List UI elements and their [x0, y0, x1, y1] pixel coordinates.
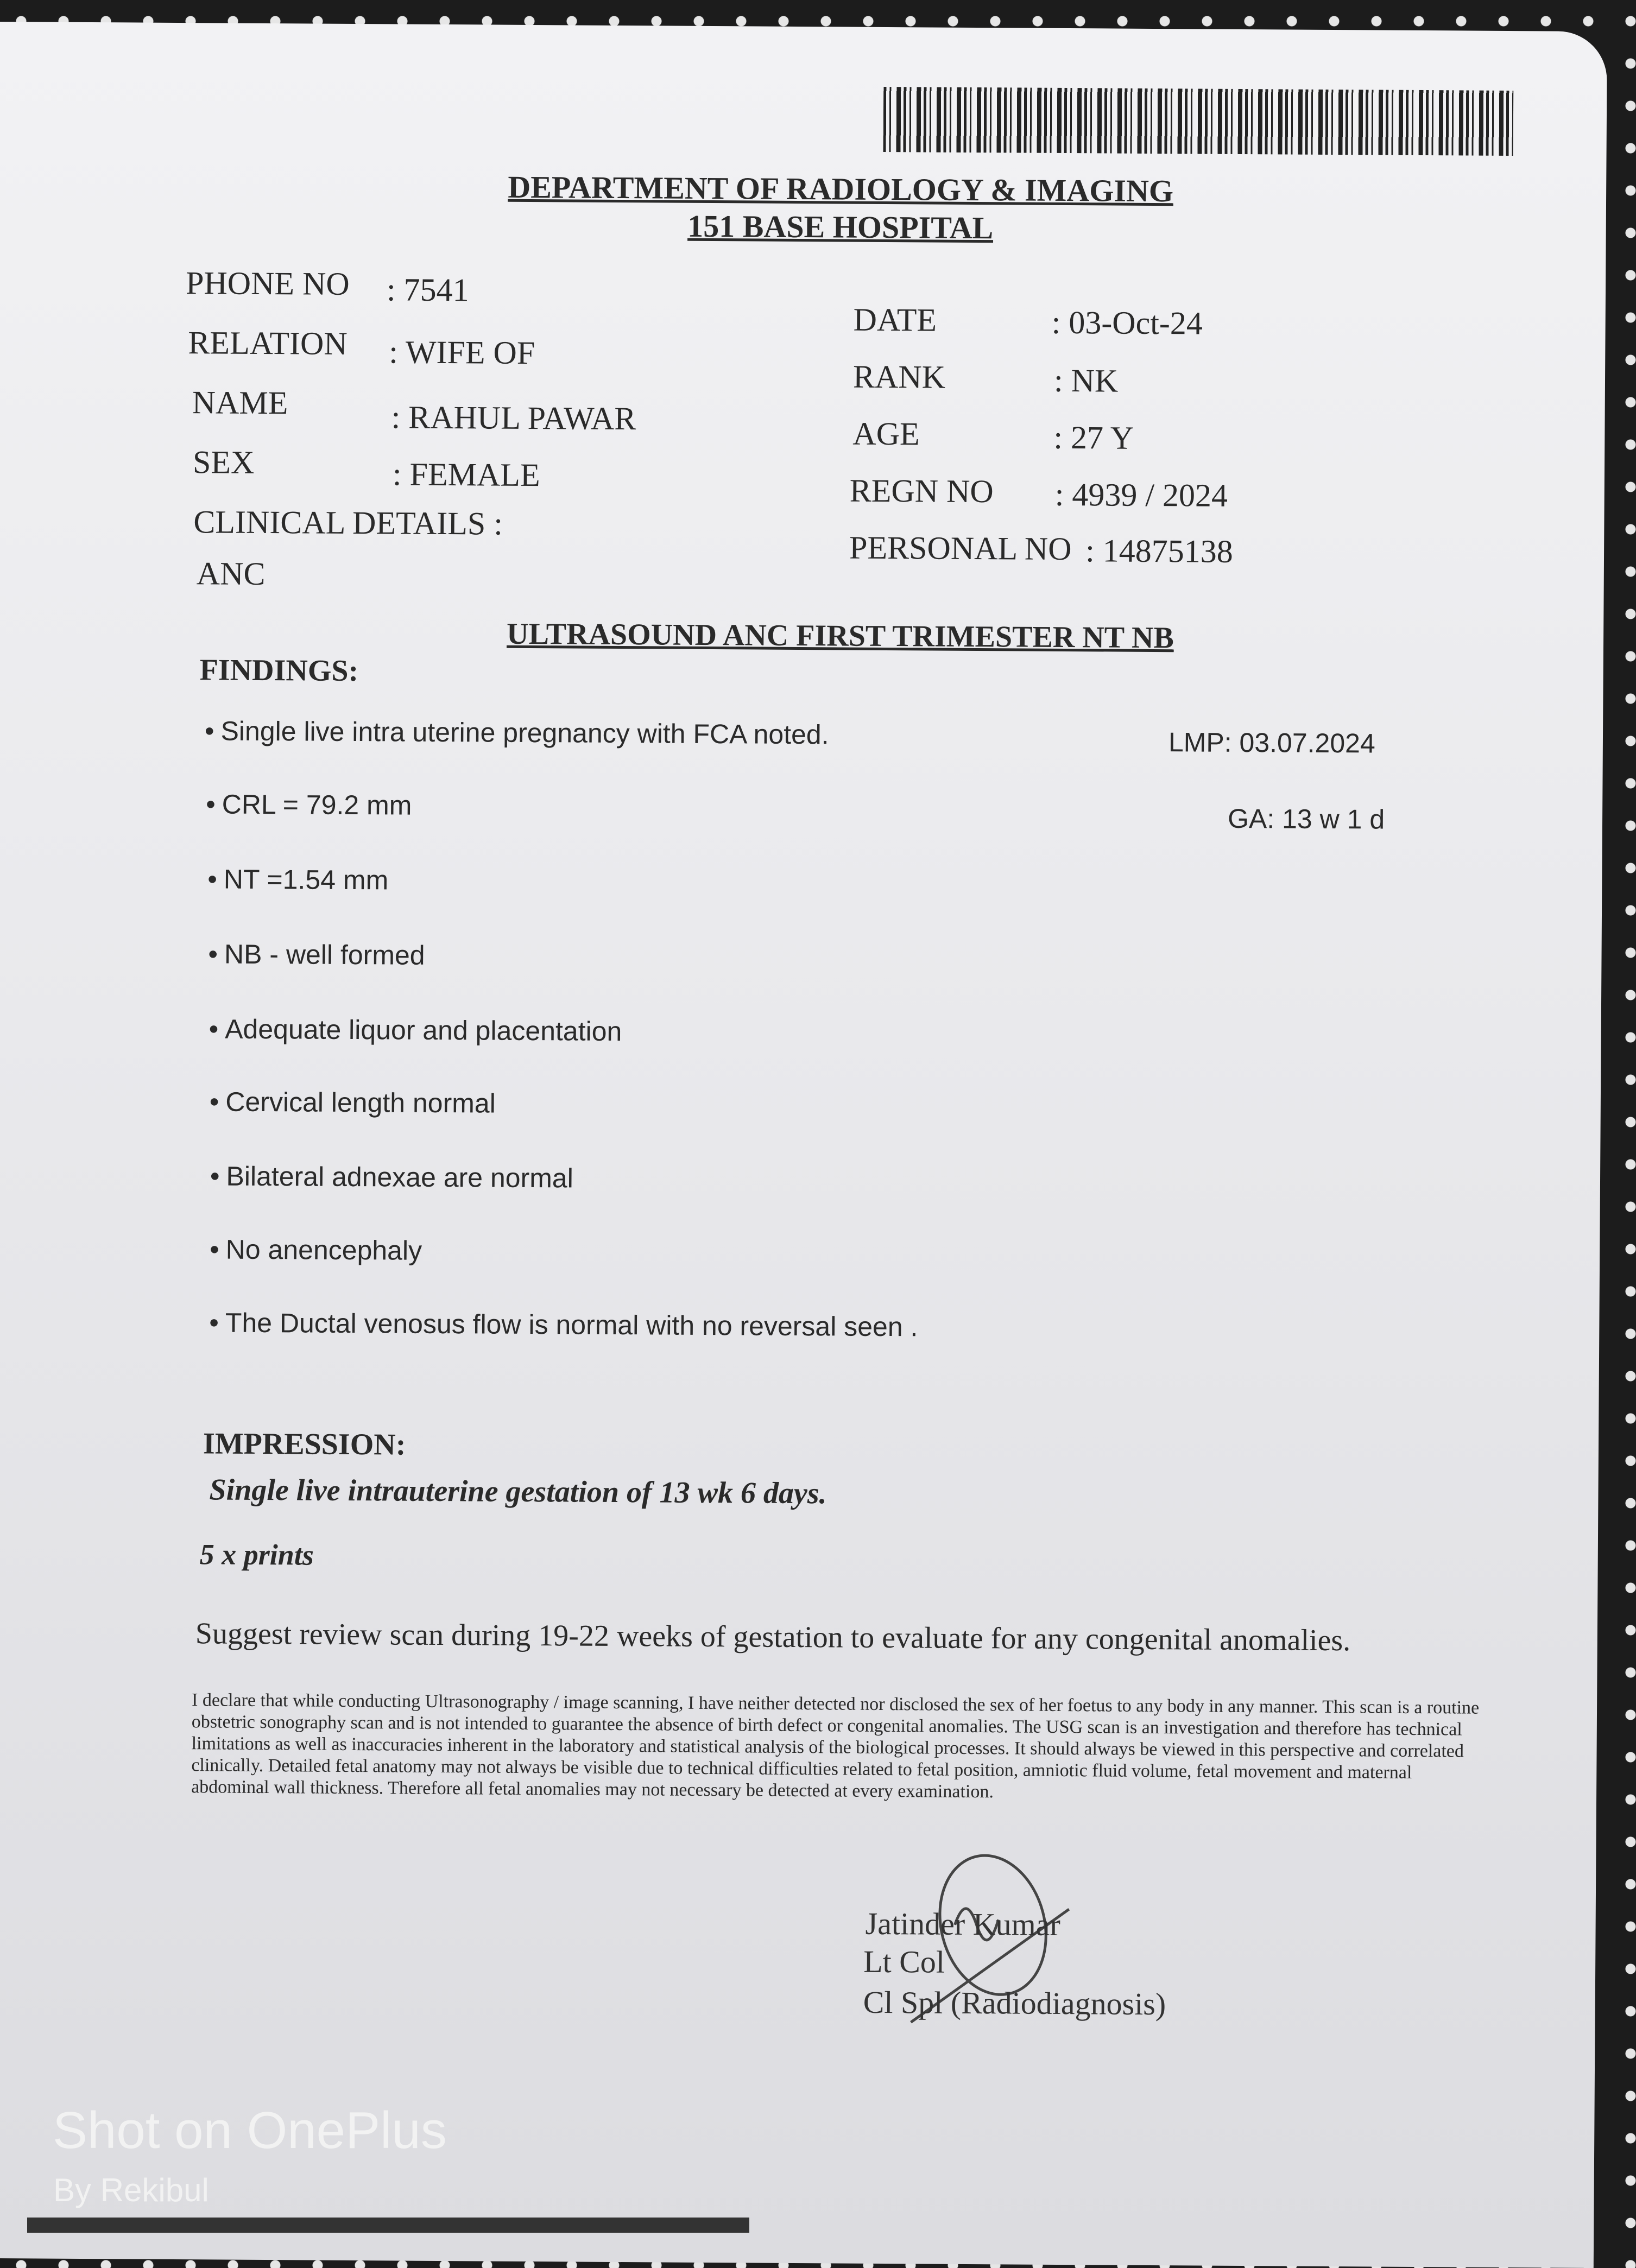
finding-item: • Bilateral adnexae are normal — [210, 1160, 573, 1194]
hospital-heading: 151 BASE HOSPITAL — [687, 208, 994, 246]
report-title: ULTRASOUND ANC FIRST TRIMESTER NT NB — [506, 617, 1174, 655]
disclaimer-text: I declare that while conducting Ultrasonography / image scanning, I have neither detected nor disclosed the sex of her foetus to any body in any manner. This scan is a routine obstetric sonography scan and is not intended to guarantee the absence of birth defect or congenital anomalies. The USG scan is an investigation and therefore has technical limitations as well as inaccuracies inherent in the laboratory and statistical analysis of the biological processes. It should always be viewed in this perspective and correlated clinically. Detailed fetal anatomy may not always be visible due to technical difficulties related to fetal position, amniotic fluid volume, fetal movement and maternal abdominal wall thickness. Therefore all fetal anomalies may not necessary be detected at every examination. — [191, 1690, 1480, 1802]
phone-label: PHONE NO — [185, 265, 350, 302]
sex-value: : FEMALE — [392, 456, 540, 493]
impression-label: IMPRESSION: — [203, 1427, 406, 1462]
signatory-name: Jatinder Kumar — [865, 1905, 1060, 1942]
regn-label: REGN NO — [849, 472, 994, 510]
report-sheet — [0, 22, 1607, 2268]
suggestion-text: Suggest review scan during 19-22 weeks of gestation to evaluate for any congenital anomalies. — [195, 1617, 1351, 1658]
finding-item: • Adequate liquor and placentation — [209, 1013, 622, 1047]
personal-no-value: : 14875138 — [1085, 533, 1233, 569]
barcode — [883, 87, 1514, 156]
age-value: : 27 Y — [1053, 419, 1134, 456]
findings-label: FINDINGS: — [199, 653, 359, 688]
date-value: : 03-Oct-24 — [1051, 304, 1203, 341]
finding-item: • Single live intra uterine pregnancy with FCA noted. — [205, 715, 829, 750]
prints-note: 5 x prints — [199, 1538, 314, 1572]
rank-value: : NK — [1053, 362, 1119, 399]
clinical-details-value: ANC — [196, 555, 266, 592]
name-value: : RAHUL PAWAR — [391, 399, 636, 437]
impression-text: Single live intrauterine gestation of 13 wk 6 days. — [209, 1473, 827, 1511]
rank-label: RANK — [852, 358, 946, 395]
finding-item: • The Ductal venosus flow is normal with no reversal seen . — [209, 1307, 918, 1342]
bottom-paper-edge — [27, 2218, 749, 2233]
finding-item: • NT =1.54 mm — [207, 863, 388, 896]
clinical-details-label: CLINICAL DETAILS : — [193, 504, 503, 542]
department-heading: DEPARTMENT OF RADIOLOGY & IMAGING — [508, 169, 1174, 209]
ga-value: GA: 13 w 1 d — [1227, 803, 1385, 835]
relation-label: RELATION — [188, 325, 348, 362]
phone-value: : 7541 — [386, 271, 469, 308]
regn-value: : 4939 / 2024 — [1054, 476, 1228, 514]
finding-item: • Cervical length normal — [210, 1086, 496, 1119]
photographer-watermark: By Rekibul — [53, 2172, 209, 2208]
finding-item: • CRL = 79.2 mm — [206, 788, 412, 821]
lmp-value: LMP: 03.07.2024 — [1168, 727, 1375, 759]
age-label: AGE — [852, 415, 920, 452]
name-label: NAME — [192, 384, 288, 421]
sex-label: SEX — [192, 444, 255, 480]
finding-item: • No anencephaly — [210, 1233, 422, 1266]
relation-value: : WIFE OF — [389, 334, 535, 371]
date-label: DATE — [853, 301, 937, 338]
signatory-designation: Cl Spl (Radiodiagnosis) — [863, 1984, 1166, 2022]
signatory-rank: Lt Col — [863, 1943, 945, 1980]
oneplus-watermark: Shot on OnePlus — [53, 2101, 447, 2159]
personal-no-label: PERSONAL NO — [849, 529, 1072, 567]
finding-item: • NB - well formed — [208, 938, 425, 971]
